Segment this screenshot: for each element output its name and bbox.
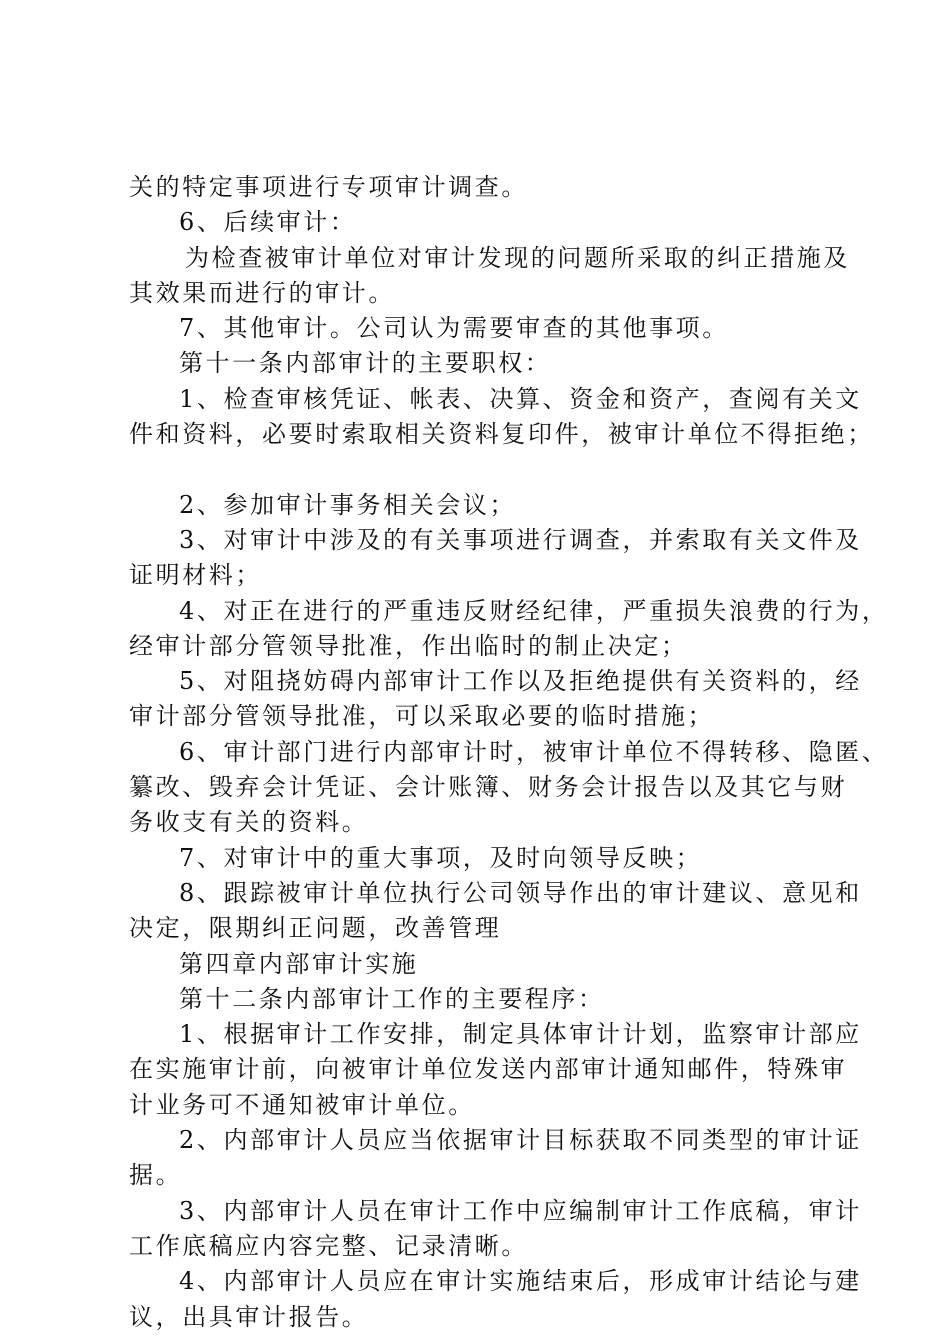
text-line: 4、对正在进行的严重违反财经纪律，严重损失浪费的行为， bbox=[179, 596, 889, 625]
text-line: 2、参加审计事务相关会议； bbox=[179, 490, 517, 519]
text-line: 4、内部审计人员应在审计实施结束后，形成审计结论与建 bbox=[179, 1267, 862, 1296]
section-heading: 第十一条内部审计的主要职权： bbox=[179, 349, 552, 378]
chapter-heading: 第四章内部审计实施 bbox=[179, 949, 419, 978]
text-line: 7、其他审计。公司认为需要审查的其他事项。 bbox=[179, 314, 729, 343]
text-line: 经审计部分管领导批准，作出临时的制止决定； bbox=[129, 631, 688, 660]
text-line: 件和资料，必要时索取相关资料复印件，被审计单位不得拒绝； bbox=[129, 420, 874, 449]
text-line: 6、后续审计： bbox=[179, 208, 357, 237]
text-line: 据。 bbox=[129, 1161, 183, 1190]
text-line: 3、对审计中涉及的有关事项进行调查，并索取有关文件及 bbox=[179, 525, 862, 554]
text-line: 关的特定事项进行专项审计调查。 bbox=[129, 173, 528, 201]
text-line: 1、检查审核凭证、帐表、决算、资金和资产，查阅有关文 bbox=[179, 384, 862, 413]
text-line: 在实施审计前，向被审计单位发送内部审计通知邮件，特殊审 bbox=[129, 1055, 848, 1084]
text-line: 审计部分管领导批准，可以采取必要的临时措施； bbox=[129, 702, 715, 731]
text-line: 3、内部审计人员在审计工作中应编制审计工作底稿，审计 bbox=[179, 1196, 862, 1225]
text-line: 7、对审计中的重大事项，及时向领导反映； bbox=[179, 843, 703, 872]
text-line: 5、对阻挠妨碍内部审计工作以及拒绝提供有关资料的，经 bbox=[179, 667, 862, 696]
blank-line bbox=[129, 452, 839, 487]
text-line: 工作底稿应内容完整、记录清晰。 bbox=[129, 1231, 528, 1260]
text-line: 1、根据审计工作安排，制定具体审计计划，监察审计部应 bbox=[179, 1020, 862, 1049]
text-line: 6、审计部门进行内部审计时，被审计单位不得转移、隐匿、 bbox=[179, 737, 889, 766]
section-heading: 第十二条内部审计工作的主要程序： bbox=[179, 984, 605, 1013]
text-line: 8、跟踪被审计单位执行公司领导作出的审计建议、意见和 bbox=[179, 878, 862, 907]
text-line: 决定，限期纠正问题，改善管理 bbox=[129, 914, 502, 943]
text-line: 其效果而进行的审计。 bbox=[129, 278, 395, 307]
text-line: 议，出具审计报告。 bbox=[129, 1302, 369, 1331]
text-line: 2、内部审计人员应当依据审计目标获取不同类型的审计证 bbox=[179, 1126, 862, 1155]
text-line: 证明材料； bbox=[129, 561, 262, 590]
text-line: 计业务可不通知被审计单位。 bbox=[129, 1090, 475, 1119]
text-line: 务收支有关的资料。 bbox=[129, 808, 369, 837]
text-line: 纂改、毁弃会计凭证、会计账簿、财务会计报告以及其它与财 bbox=[129, 773, 848, 802]
document-body bbox=[129, 170, 889, 1335]
text-line: 为检查被审计单位对审计发现的问题所采取的纠正措施及 bbox=[185, 243, 850, 272]
